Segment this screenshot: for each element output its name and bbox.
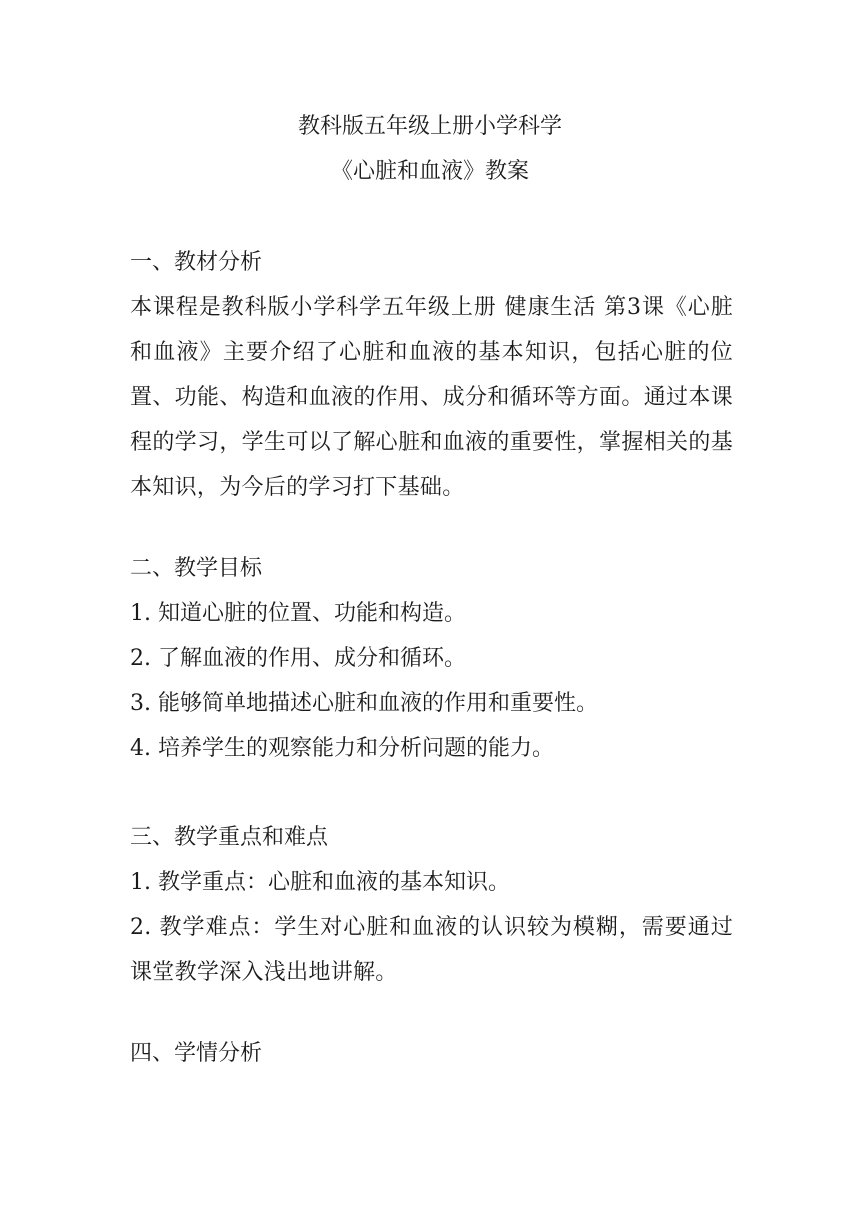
list-item: 1. 教学重点：心脏和血液的基本知识。: [130, 870, 510, 895]
section-heading-textbook-analysis: 一、教材分析: [130, 250, 263, 275]
list-item: 2. 了解血液的作用、成分和循环。: [130, 646, 466, 671]
section-heading-student-analysis: 四、学情分析: [130, 1041, 263, 1066]
section-paragraph-textbook-analysis: 本课程是教科版小学科学五年级上册 健康生活 第3课《心脏和血液》主要介绍了心脏和血液的基本知识，包括心脏的位置、功能、构造和血液的作用、成分和循环等方面。通过本课程的学习，学生可以了解心脏和血液的重要性，掌握相关的基本知识，为今后的学习打下基础。: [130, 295, 733, 500]
section-gap: [130, 510, 733, 554]
section-heading-key-points: 三、教学重点和难点: [130, 825, 329, 850]
list-item: 3. 能够简单地描述心脏和血液的作用和重要性。: [130, 691, 598, 716]
list-item: 4. 培养学生的观察能力和分析问题的能力。: [130, 736, 554, 761]
document-subtitle: 《心脏和血液》教案: [330, 159, 529, 184]
section-heading-teaching-goals: 二、教学目标: [130, 556, 263, 581]
list-item: 1. 知道心脏的位置、功能和构造。: [130, 601, 466, 626]
document-body: [130, 248, 733, 1084]
section-gap: [130, 1003, 733, 1039]
document-title: 教科版五年级上册小学科学: [297, 114, 562, 139]
list-item: 2. 教学难点：学生对心脏和血液的认识较为模糊，需要通过课堂教学深入浅出地讲解。: [130, 915, 733, 985]
section-gap: [130, 779, 733, 823]
